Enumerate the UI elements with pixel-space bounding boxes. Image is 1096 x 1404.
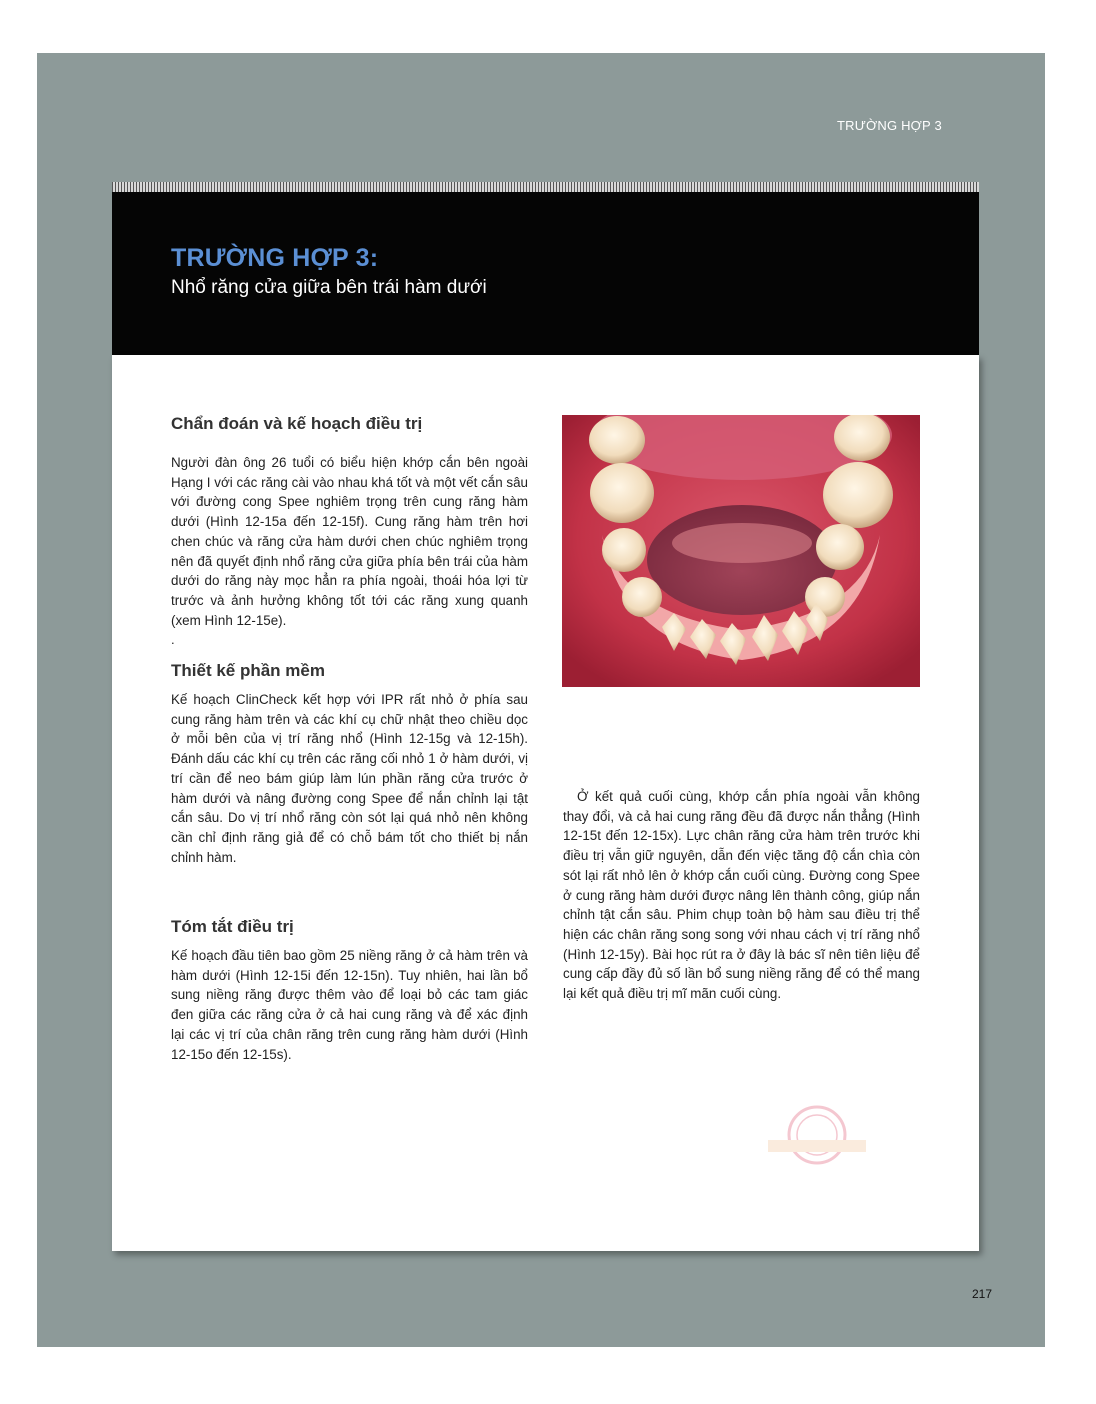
case-label: TRƯỜNG HỢP 3: <box>171 244 379 272</box>
watermark-stamp <box>768 1104 866 1166</box>
page-number: 217 <box>972 1287 993 1301</box>
running-head: TRƯỜNG HỢP 3 <box>837 118 942 133</box>
result-body: Ở kết quả cuối cùng, khớp cắn phía ngoài vẫn không thay đổi, và cả hai cung răng đều đã được nắn thẳng (Hình 12-15t đến 12-15x). Lực chân răng cửa hàm trên trước khi điều trị vẫn giữ nguyên, dẫn đến việc tăng độ cắn chìa còn sót lại rất nhỏ lên ở khớp cắn cuối cùng. Đường cong Spee ở cung răng hàm dưới được nâng lên thành công, giúp nắn chỉnh tật cắn sâu. Phim chụp toàn bộ hàm sau điều trị thể hiện các chân răng song song với nhau cách vị trí răng nhổ (Hình 12-15y). Bài học rút ra ở đây là bác sĩ nên tiên liệu để cung cấp đầy đủ số lần bổ sung niềng răng để có thể mang lại kết quả điều trị mĩ mãn cuối cùng. <box>563 789 920 1002</box>
dental-photo-illustration <box>562 415 920 687</box>
lower-arch-photo <box>562 415 920 687</box>
summary-body: Kế hoạch đầu tiên bao gồm 25 niềng răng ở cả hàm trên và hàm dưới (Hình 12-15i đến 12-15n). Tuy nhiên, hai lần bổ sung niềng răng được thêm vào để loại bỏ các tam giác đen giữa các răng cửa ở cả hai cung răng và để xác định lại các vị trí của chân răng trên cung răng hàm dưới (Hình 12-15o đến 12-15s). <box>171 948 528 1062</box>
section-title-software: Thiết kế phần mềm <box>171 661 325 680</box>
stray-period: . <box>171 632 175 647</box>
chapter-header <box>112 192 979 355</box>
software-body: Kế hoạch ClinCheck kết hợp với IPR rất nhỏ ở phía sau cung răng hàm trên và các khí cụ chữ nhật theo chiều dọc ở mỗi bên của vị trí răng nhổ (Hình 12-15g và 12-15h). Đánh dấu các khí cụ trên các răng cối nhỏ 1 ở hàm dưới, vị trí cần để neo bám giúp làm lún phần răng cửa trước ở hàm dưới và nâng đường cong Spee để nắn chỉnh lại tật cắn sâu. Do vị trí nhổ răng còn sót lại quá nhỏ nên không cần chỉ định răng giả để có chỗ bám tốt cho thiết bị nắn chỉnh hàm. <box>171 692 528 865</box>
diagnosis-body: Người đàn ông 26 tuổi có biểu hiện khớp cắn bên ngoài Hạng I với các răng cài vào nhau khá tốt và một vết cắn sâu với đường cong Spee nghiêm trọng trên cung răng hàm dưới (Hình 12-15a đến 12-15f). Cung răng hàm trên hơi chen chúc và răng cửa hàm dưới chen chúc nghiêm trọng nên đã quyết định nhổ răng cửa giữa phía bên trái của hàm dưới do răng này mọc hẳn ra phía ngoài, thoái hóa lợi từ trước và ảnh hưởng không tốt tới các răng xung quanh (xem Hình 12-15e). <box>171 455 528 628</box>
case-subtitle: Nhổ răng cửa giữa bên trái hàm dưới <box>171 277 487 298</box>
section-title-summary: Tóm tắt điều trị <box>171 917 294 936</box>
section-title-diagnosis: Chẩn đoán và kế hoạch điều trị <box>171 414 423 433</box>
